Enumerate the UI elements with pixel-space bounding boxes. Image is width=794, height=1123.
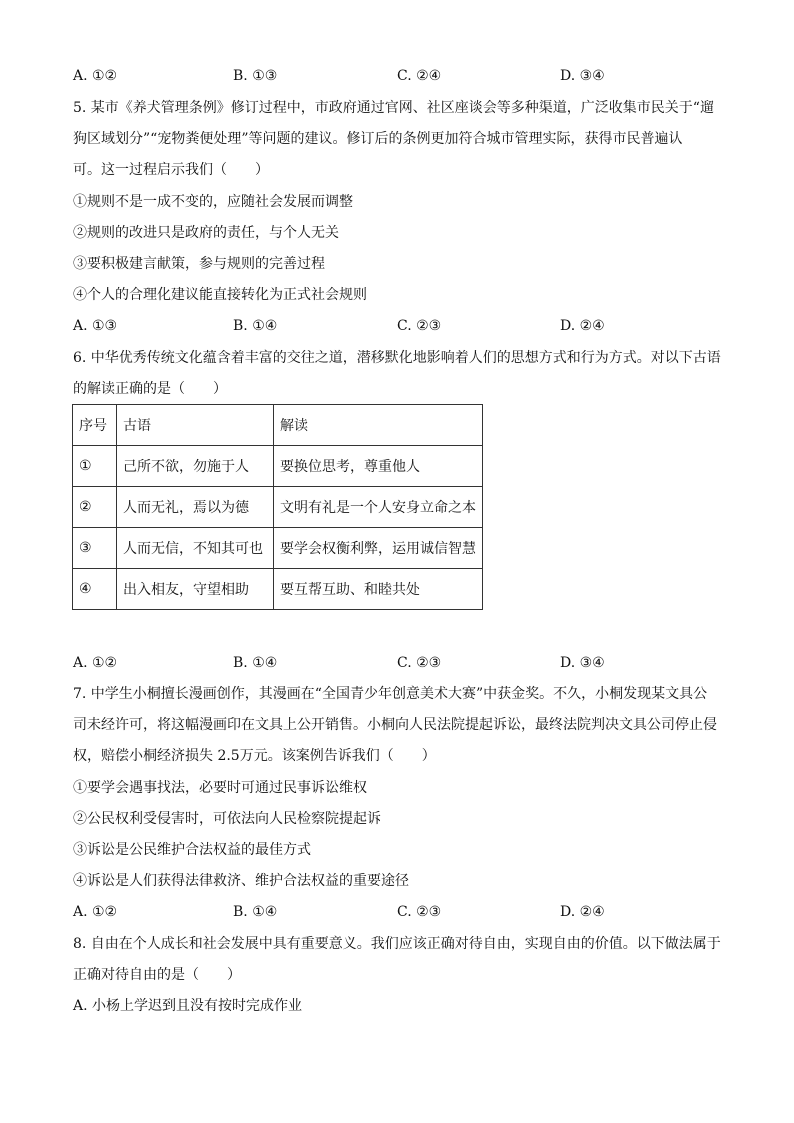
- q7-stem-line-1: 7. 中学生小桐擅长漫画创作，其漫画在“全国青少年创意美术大赛”中获金奖。不久，小桐发现某文具公: [73, 686, 708, 702]
- table-cell: 要学会权衡利弊，运用诚信智慧: [274, 528, 483, 569]
- table-cell: ③: [73, 528, 117, 569]
- q7-item-2: ②公民权利受侵害时，可依法向人民检察院提起诉: [73, 811, 381, 827]
- q7-item-4: ④诉讼是人们获得法律救济、维护合法权益的重要途径: [73, 873, 409, 889]
- table-header-row: [73, 405, 483, 446]
- q6-option-d: D. ③④: [560, 655, 605, 671]
- q7-option-d: D. ②④: [560, 904, 605, 920]
- table-cell: ④: [73, 569, 117, 610]
- q8-stem-line-1: 8. 自由在个人成长和社会发展中具有重要意义。我们应该正确对待自由，实现自由的价值。以下做法属于: [73, 936, 721, 952]
- q6-option-b: B. ①④: [233, 655, 278, 671]
- q5-options: [73, 316, 733, 336]
- q7-stem-line-2: 司未经许可，将这幅漫画印在文具上公开销售。小桐向人民法院提起诉讼，最终法院判决文具公司停止侵: [73, 717, 717, 733]
- q5-stem-line-2: 狗区域划分”“宠物粪便处理”等问题的建议。修订后的条例更加符合城市管理实际，获得市民普遍认: [73, 131, 683, 147]
- q4-options: [73, 66, 733, 86]
- table-cell: 人而无信，不知其可也: [117, 528, 274, 569]
- q6-option-a: A. ①②: [73, 655, 118, 671]
- q8-stem-line-2: 正确对待自由的是（ ）: [73, 967, 241, 983]
- table-cell: ②: [73, 487, 117, 528]
- q5-item-1: ①规则不是一成不变的，应随社会发展而调整: [73, 194, 353, 210]
- q5-item-4: ④个人的合理化建议能直接转化为正式社会规则: [73, 287, 367, 303]
- q5-option-b: B. ①④: [233, 318, 278, 334]
- q4-option-a: A. ①②: [73, 68, 118, 84]
- table-cell: ①: [73, 446, 117, 487]
- q6-stem-line-1: 6. 中华优秀传统文化蕴含着丰富的交往之道，潜移默化地影响着人们的思想方式和行为方式。对以下古语: [73, 350, 721, 366]
- table-cell: 己所不欲，勿施于人: [117, 446, 274, 487]
- q7-option-b: B. ①④: [233, 904, 278, 920]
- q4-option-d: D. ③④: [560, 68, 605, 84]
- q7-item-1: ①要学会遇事找法，必要时可通过民事诉讼维权: [73, 780, 367, 796]
- q5-item-3: ③要积极建言献策，参与规则的完善过程: [73, 256, 325, 272]
- q6-options: [73, 653, 733, 673]
- q5-stem-line-3: 可。这一过程启示我们（ ）: [73, 162, 269, 178]
- table-cell: 出入相友，守望相助: [117, 569, 274, 610]
- q5-item-2: ②规则的改进只是政府的责任，与个人无关: [73, 225, 339, 241]
- q8-option-a: A. 小杨上学迟到且没有按时完成作业: [73, 998, 303, 1014]
- table-cell: 人而无礼，焉以为德: [117, 487, 274, 528]
- table-cell: 文明有礼是一个人安身立命之本: [274, 487, 483, 528]
- q7-stem-line-3: 权，赔偿小桐经济损失 2.5万元。该案例告诉我们（ ）: [73, 748, 436, 764]
- table-header-cell: 古语: [117, 405, 274, 446]
- q7-options: [73, 902, 733, 922]
- table-row: [73, 487, 483, 528]
- q4-option-b: B. ①③: [233, 68, 278, 84]
- table-row: [73, 528, 483, 569]
- q5-option-a: A. ①③: [73, 318, 118, 334]
- table-row: [73, 446, 483, 487]
- table-row: [73, 569, 483, 610]
- table-cell: 要互帮互助、和睦共处: [274, 569, 483, 610]
- table-cell: 要换位思考，尊重他人: [274, 446, 483, 487]
- q7-item-3: ③诉讼是公民维护合法权益的最佳方式: [73, 842, 311, 858]
- q5-stem-line-1: 5. 某市《养犬管理条例》修订过程中，市政府通过官网、社区座谈会等多种渠道，广泛收集市民关于“遛: [73, 100, 714, 116]
- q5-option-c: C. ②③: [397, 318, 442, 334]
- q4-option-c: C. ②④: [397, 68, 442, 84]
- q6-option-c: C. ②③: [397, 655, 442, 671]
- q6-stem-line-2: 的解读正确的是（ ）: [73, 381, 227, 397]
- q7-option-c: C. ②③: [397, 904, 442, 920]
- q7-option-a: A. ①②: [73, 904, 118, 920]
- q6-table: [72, 404, 483, 610]
- table-header-cell: 序号: [73, 405, 117, 446]
- q5-option-d: D. ②④: [560, 318, 605, 334]
- table-header-cell: 解读: [274, 405, 483, 446]
